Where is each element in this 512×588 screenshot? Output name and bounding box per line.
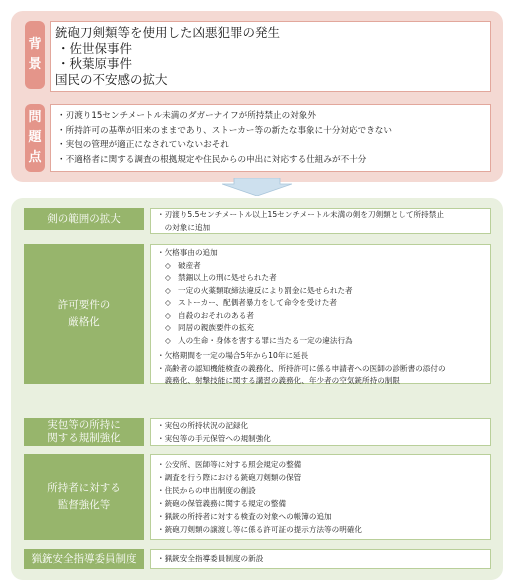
issues-box — [50, 104, 491, 172]
measure-box-ammunition — [150, 418, 491, 446]
measure-box-sword-scope — [150, 208, 491, 234]
disqualification-item-text: 一定の火薬類取締法違反により罰金に処せられた者 — [178, 285, 353, 295]
measure-line: ・住民からの申出制度の創設 — [157, 486, 256, 495]
issue-line: ・実包の管理が適正になされていないおそれ — [57, 140, 229, 150]
measure-label-supervision — [24, 454, 144, 540]
disqualification-item — [157, 260, 490, 273]
issue-line: ・不適格者に関する調査の根拠規定や住民からの申出に対応する仕組みが不十分 — [57, 154, 367, 165]
measure-label-line: 猟銃安全指導委員制度 — [31, 552, 137, 565]
issue-line: ・刃渡り15センチメートル未満のダガーナイフが所持禁止の対象外 — [57, 111, 316, 121]
diamond-bullet-icon: ◇ — [165, 323, 171, 332]
measure-label-safety-committee — [24, 549, 144, 569]
measure-line: ・銃砲の保管義務に関する規定の整備 — [157, 499, 287, 508]
measure-box-permit-requirements — [150, 244, 491, 384]
disqualification-item — [157, 297, 490, 310]
issue-line: ・所持許可の基準が旧来のままであり、ストーカー等の新たな事象に十分対応できない — [57, 125, 392, 136]
measure-label-line: 実包等の所持に — [47, 419, 121, 431]
measure-label-line: 剣の範囲の拡大 — [47, 212, 121, 225]
background-line: 銃砲刀剣類等を使用した凶悪犯罪の発生 — [55, 25, 281, 40]
issues-tag — [25, 104, 45, 172]
issues-tag-char: 題 — [28, 130, 42, 145]
background-line: ・秋葉原事件 — [57, 56, 133, 71]
diamond-bullet-icon: ◇ — [165, 310, 171, 320]
measure-line: ・刃渡り5.5センチメートル以上15センチメートル未満の剣を刀剣類として所持禁止 — [157, 210, 444, 219]
measure-line: ・実包の所持状況の記録化 — [157, 421, 249, 430]
background-line: ・佐世保事件 — [57, 40, 133, 56]
disqualification-item — [157, 322, 490, 335]
measure-line: の対象に追加 — [157, 222, 211, 232]
down-arrow-icon — [222, 178, 292, 196]
measure-label-line: 所持者に対する — [47, 482, 121, 494]
measure-line: 義務化、射撃技能に関する講習の義務化、年少者の空気銃所持の制限 — [157, 376, 400, 385]
disqualification-item-text: ストーカー、配偶者暴力をして命令を受けた者 — [178, 298, 338, 307]
disqualification-item-text: 人の生命・身体を害する罪に当たる一定の違法行為 — [178, 335, 353, 345]
background-tag-char: 背 — [28, 37, 42, 52]
measure-label-permit-requirements — [24, 244, 144, 384]
diamond-bullet-icon: ◇ — [165, 335, 171, 345]
background-tag-char: 景 — [28, 57, 42, 72]
measure-label-line: 監督強化等 — [57, 499, 111, 511]
measure-line: ・猟銃安全指導委員制度の新設 — [157, 554, 264, 563]
measure-line: ・公安所、医師等に対する照会規定の整備 — [157, 460, 302, 469]
measure-box-safety-committee — [150, 549, 491, 569]
diamond-bullet-icon: ◇ — [165, 260, 171, 270]
disqualification-item-text: 破産者 — [178, 260, 201, 270]
disqualification-item-text: 同居の親族要件の拡充 — [178, 323, 254, 332]
diamond-bullet-icon: ◇ — [165, 298, 171, 307]
disqualification-item — [157, 285, 490, 298]
measure-line: ・実包等の手元保管への規制強化 — [157, 433, 271, 443]
issues-tag-char: 問 — [28, 110, 42, 125]
measure-line: ・調査を行う際における銃砲刀剣類の保管 — [157, 473, 302, 482]
disqualification-item — [157, 310, 490, 323]
measure-line: ・欠格事由の追加 — [157, 248, 218, 257]
disqualification-item — [157, 272, 490, 285]
background-line: 国民の不安感の拡大 — [55, 71, 168, 87]
disqualification-item-text: 禁錮以上の刑に処せられた者 — [178, 273, 277, 282]
measure-label-line: 関する規制強化 — [47, 432, 121, 444]
disqualification-item — [157, 335, 490, 348]
measure-line: ・欠格期間を一定の場合5年から10年に延長 — [157, 351, 309, 360]
measure-box-supervision — [150, 454, 491, 540]
diamond-bullet-icon: ◇ — [165, 285, 171, 295]
issues-tag-char: 点 — [28, 150, 42, 165]
diamond-bullet-icon: ◇ — [165, 273, 171, 282]
disqualification-item-text: 自殺のおそれのある者 — [178, 310, 254, 320]
measure-line: ・猟銃の所持者に対する検査の対象への帳簿の追加 — [157, 512, 332, 521]
measure-label-ammunition — [24, 418, 144, 446]
measure-label-line: 許可要件の — [57, 299, 111, 311]
background-box — [50, 21, 491, 92]
measure-label-line: 厳格化 — [68, 316, 100, 328]
measure-label-sword-scope — [24, 208, 144, 230]
background-tag — [25, 21, 45, 89]
measure-line: ・銃砲刀剣類の譲渡し等に係る許可証の提示方法等の明確化 — [157, 525, 363, 534]
measure-line: ・高齢者の認知機能検査の義務化、所持許可に係る申請者への医師の診断書の添付の — [157, 363, 446, 373]
